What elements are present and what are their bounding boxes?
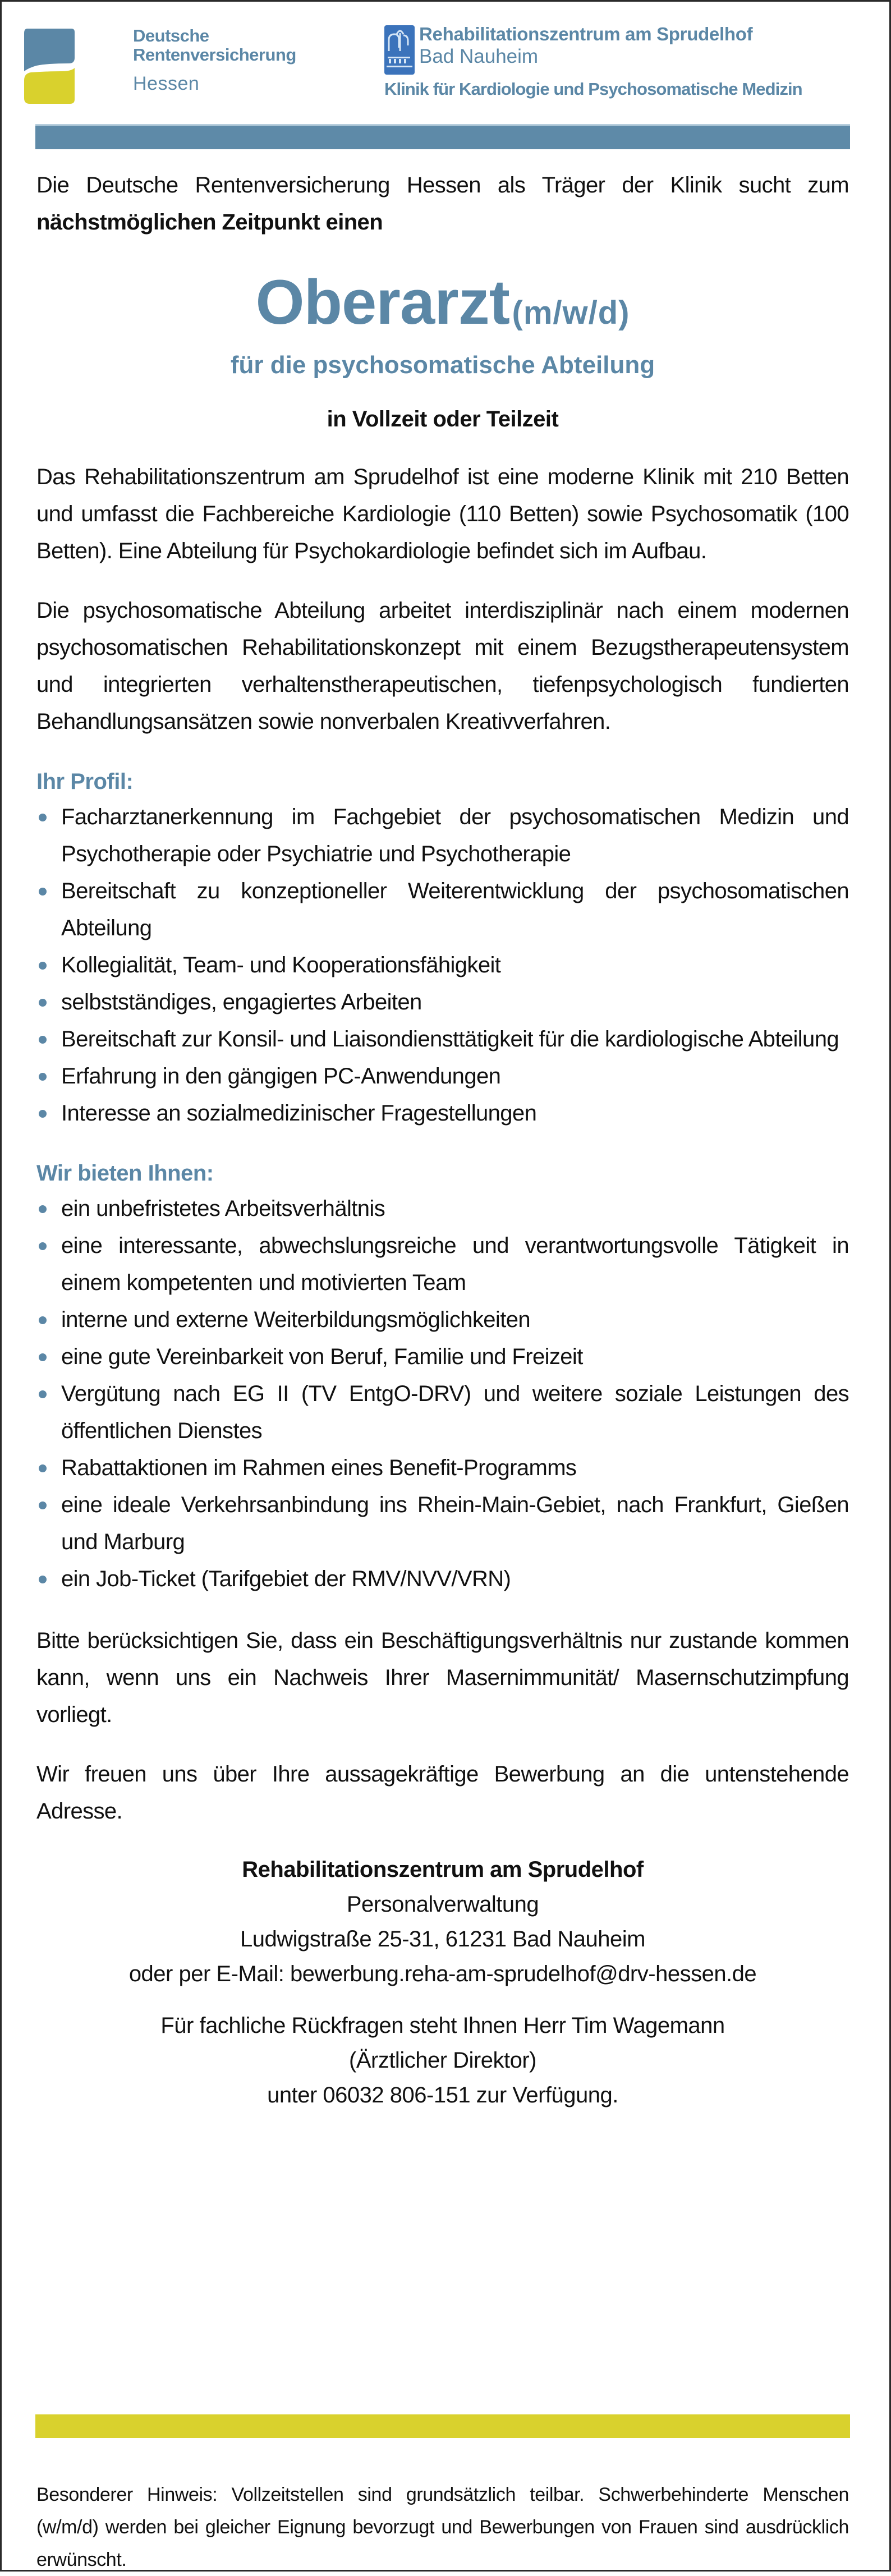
job-title (36, 269, 849, 336)
bullet-icon (39, 1110, 47, 1118)
intro-paragraph (36, 167, 849, 241)
application-note: Wir freuen uns über Ihre aussagekräftige Bewerbung an die untenstehende Adresse. (36, 1762, 849, 1824)
footer-note: Besonderer Hinweis: Vollzeitstellen sind grundsätzlich teilbar. Schwerbehinderte Menschen (w/m/d) werden bei gleicher Eignung bevorzugt und Bewerbungen von Frauen sind ausdrücklich erwünscht. (36, 2484, 849, 2570)
drv-name-line2: Rentenversicherung (133, 45, 296, 65)
measles-note: Bitte berücksichtigen Sie, dass ein Beschäftigungsverhältnis nur zustande kommen kann, wenn uns ein Nachweis Ihrer Masernimmunität/ Masernschutzimpfung vorliegt. (36, 1628, 849, 1727)
job-title-main: Oberarzt (255, 267, 510, 337)
bullet-icon (39, 1316, 47, 1324)
list-item: Bereitschaft zur Konsil- und Liaisondiensttätigkeit für die kardiologische Abteilung (36, 1021, 849, 1058)
fountain-icon (384, 25, 415, 75)
bullet-icon (39, 1073, 47, 1081)
bullet-icon (39, 999, 47, 1007)
inquiry-phone: unter 06032 806-151 zur Verfügung. (267, 2083, 618, 2107)
list-item: Kollegialität, Team- und Kooperationsfähigkeit (36, 947, 849, 984)
bullet-icon (39, 1242, 47, 1250)
contact-department: Personalverwaltung (346, 1892, 539, 1917)
job-time-mode: in Vollzeit oder Teilzeit (327, 407, 559, 431)
job-department: für die psychosomatische Abteilung (230, 351, 655, 379)
list-item: Facharztanerkennung im Fachgebiet der psychosomatischen Medizin und Psychotherapie oder Psychiatrie und Psychotherapie (36, 798, 849, 873)
drv-name-line1: Deutsche (133, 26, 209, 45)
header-divider-bar (35, 124, 850, 149)
bullet-icon (39, 1501, 47, 1509)
drv-region: Hessen (133, 73, 200, 94)
list-item: eine gute Vereinbarkeit von Beruf, Familie und Freizeit (36, 1338, 849, 1375)
contact-address: Ludwigstraße 25-31, 61231 Bad Nauheim (240, 1927, 645, 1951)
profile-heading: Ihr Profil: (36, 769, 134, 794)
bullet-icon (39, 1036, 47, 1044)
intro-text: Die Deutsche Rentenversicherung Hessen als Träger der Klinik sucht zum (36, 173, 849, 198)
contact-organization: Rehabilitationszentrum am Sprudelhof (242, 1857, 644, 1882)
clinic-city: Bad Nauheim (419, 45, 539, 67)
clinic-subtitle: Klinik für Kardiologie und Psychosomatische Medizin (384, 79, 802, 99)
department-description: Die psychosomatische Abteilung arbeitet interdisziplinär nach einem modernen psychosomatischen Rehabilitationskonzept mit einem Bezugstherapeutensystem und integrierten verhaltenstherapeutischen, tiefenpsychologisch fundierten Behandlungsansätzen sowie nonverbalen Kreativverfahren. (36, 598, 849, 734)
footer-divider-bar (35, 2414, 850, 2438)
contact-email[interactable]: oder per E-Mail: bewerbung.reha-am-sprudelhof@drv-hessen.de (128, 1962, 757, 1986)
offer-heading: Wir bieten Ihnen: (36, 1161, 214, 1186)
header (2, 2, 891, 159)
bullet-icon (39, 888, 47, 896)
intro-text-bold: nächstmöglichen Zeitpunkt einen (36, 210, 383, 235)
list-item: Erfahrung in den gängigen PC-Anwendungen (36, 1058, 849, 1095)
clinic-description: Das Rehabilitationszentrum am Sprudelhof ist eine moderne Klinik mit 210 Betten und umfasst die Fachbereiche Kardiologie (110 Betten) sowie Psychosomatik (100 Betten). Eine Abteilung für Psychokardiologie befindet sich im Aufbau. (36, 465, 849, 563)
drv-logo-icon (24, 29, 75, 104)
list-item: selbstständiges, engagiertes Arbeiten (36, 984, 849, 1021)
offer-list (36, 1190, 849, 1597)
list-item: Rabattaktionen im Rahmen eines Benefit-Programms (36, 1449, 849, 1486)
profile-list (36, 798, 849, 1132)
bullet-icon (39, 962, 47, 970)
list-item: interne und externe Weiterbildungsmöglichkeiten (36, 1301, 849, 1338)
bullet-icon (39, 1390, 47, 1398)
bullet-icon (39, 1353, 47, 1361)
posting-content (36, 159, 849, 2113)
inquiry-line-1: Für fachliche Rückfragen steht Ihnen Herr Tim Wagemann (160, 2013, 725, 2038)
bullet-icon (39, 814, 47, 821)
inquiry-line-2: (Ärztlicher Direktor) (349, 2048, 536, 2073)
bullet-icon (39, 1576, 47, 1583)
list-item: Vergütung nach EG II (TV EntgO-DRV) und weitere soziale Leistungen des öffentlichen Dienstes (36, 1375, 849, 1449)
list-item: ein unbefristetes Arbeitsverhältnis (36, 1190, 849, 1227)
drv-logo-text (133, 26, 296, 95)
job-gender-tag: (m/w/d) (512, 295, 630, 331)
list-item: Bereitschaft zu konzeptioneller Weiterentwicklung der psychosomatischen Abteilung (36, 873, 849, 947)
clinic-title: Rehabilitationszentrum am Sprudelhof (419, 24, 753, 44)
list-item: Interesse an sozialmedizinischer Fragestellungen (36, 1095, 849, 1132)
bullet-icon (39, 1205, 47, 1213)
list-item: eine ideale Verkehrsanbindung ins Rhein-Main-Gebiet, nach Frankfurt, Gießen und Marburg (36, 1486, 849, 1560)
bullet-icon (39, 1464, 47, 1472)
list-item: eine interessante, abwechslungsreiche und verantwortungsvolle Tätigkeit in einem kompetenten und motivierten Team (36, 1227, 849, 1301)
list-item: ein Job-Ticket (Tarifgebiet der RMV/NVV/VRN) (36, 1560, 849, 1597)
